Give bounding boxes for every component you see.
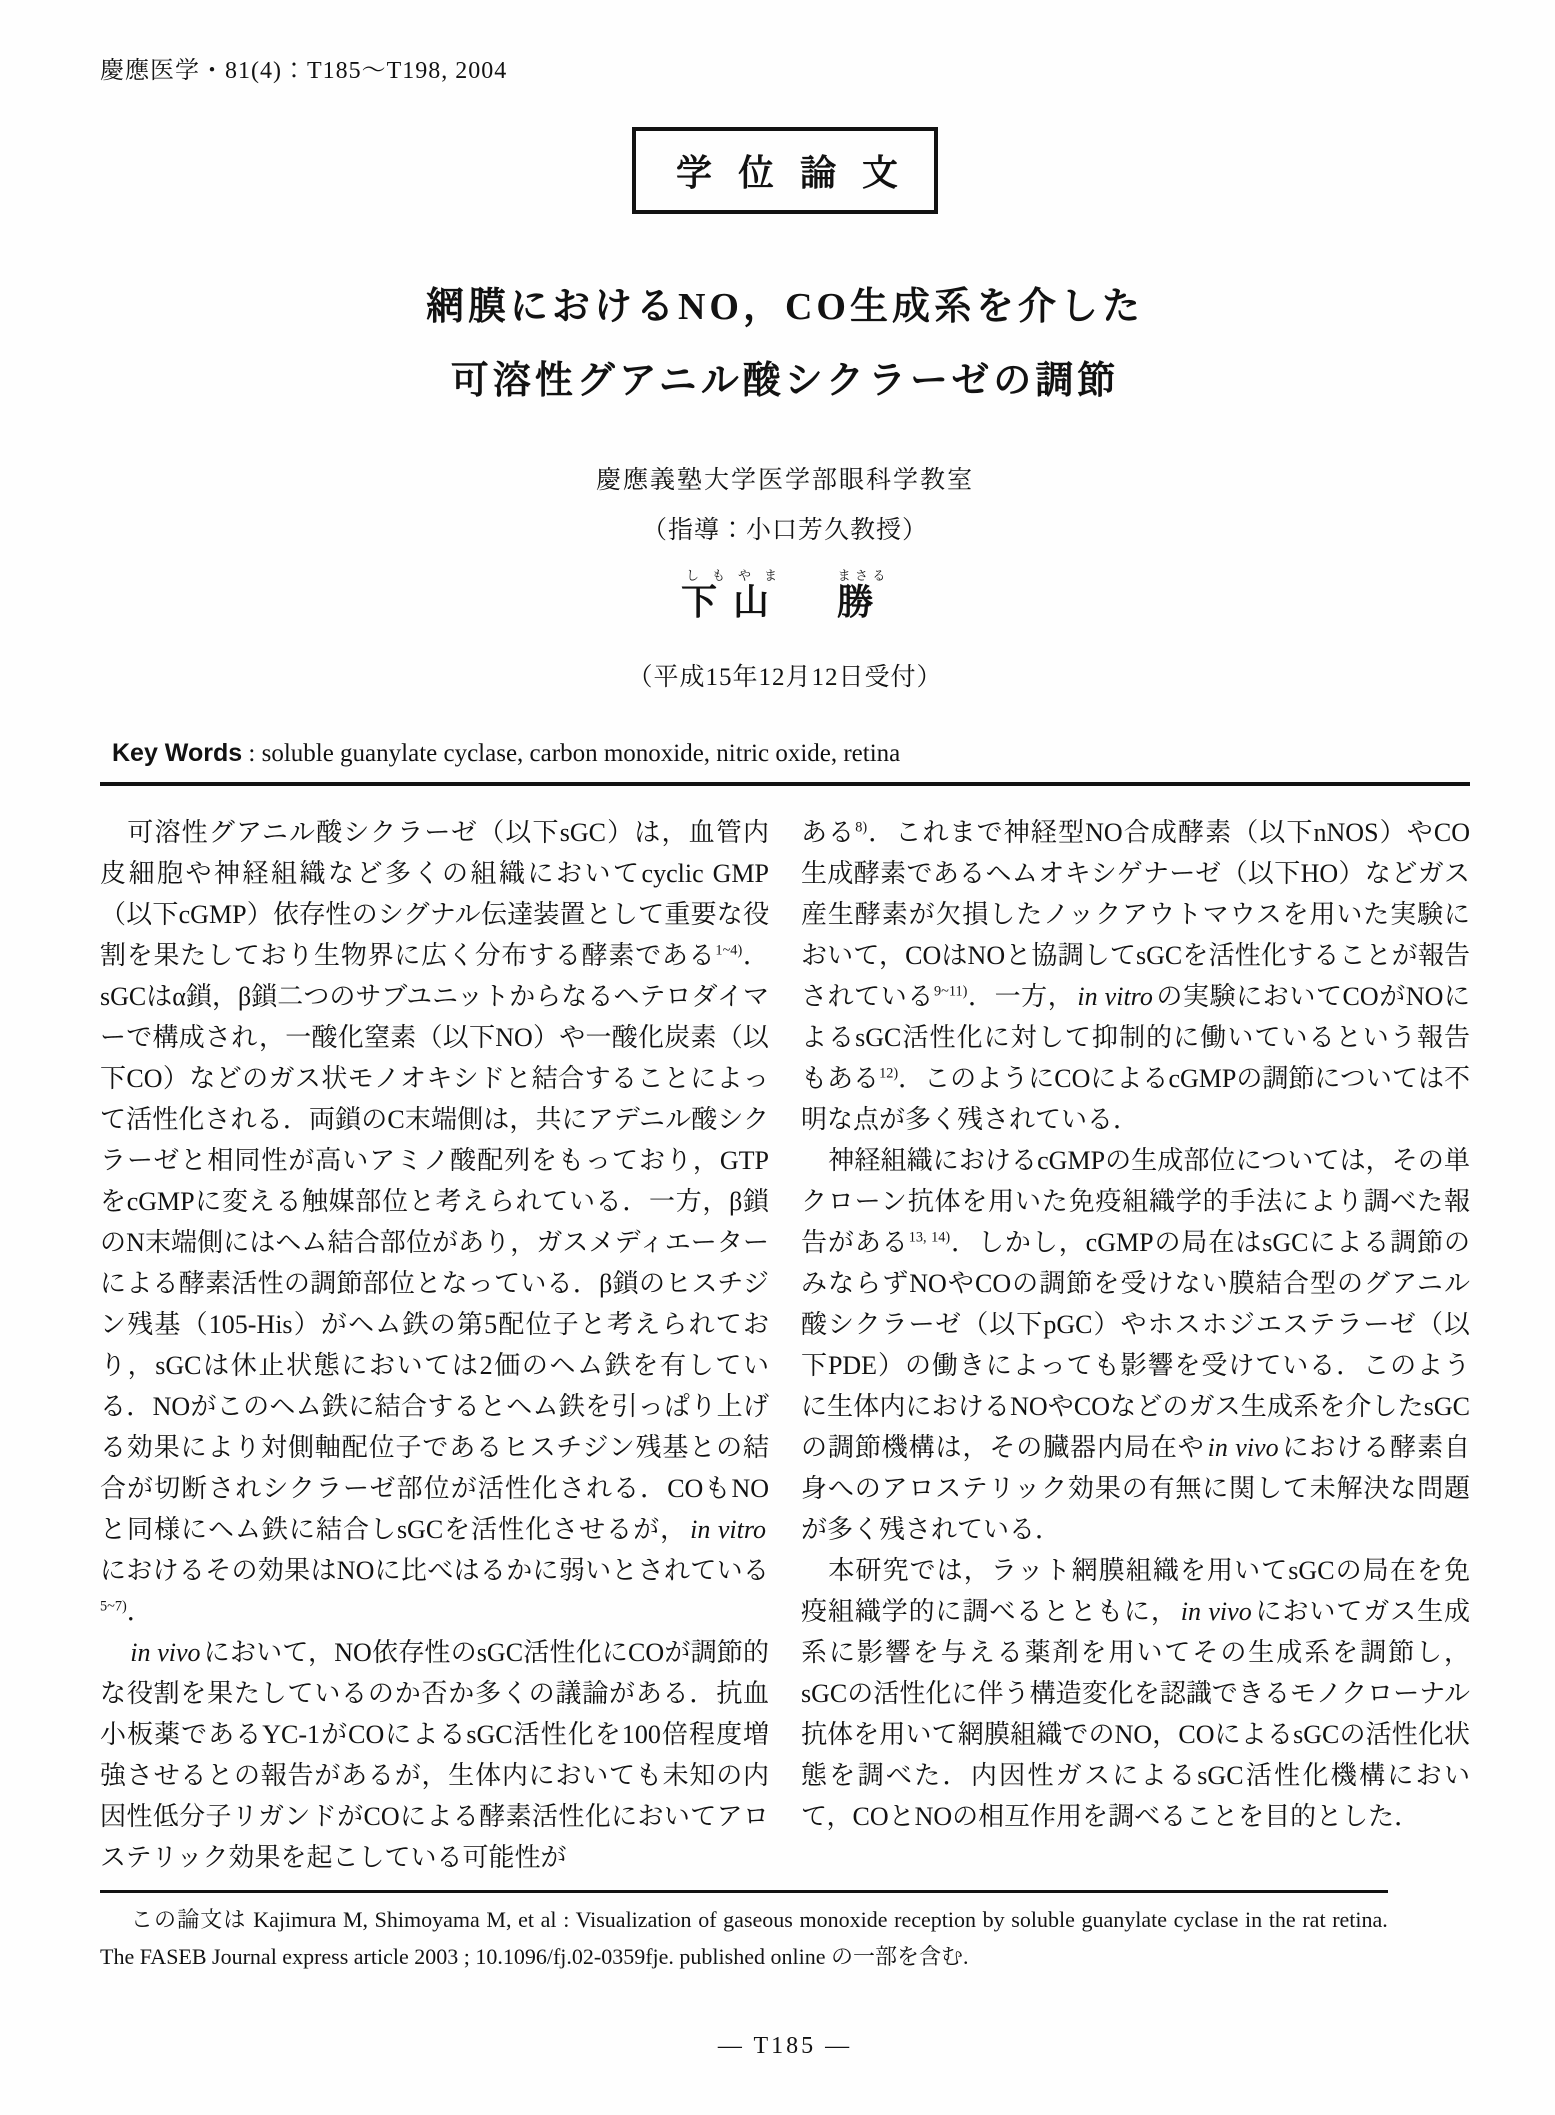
paragraph: 神経組織におけるcGMPの生成部位については，その単クローン抗体を用いた免疫組織学的手法により調べた報告がある$^{13, 14)}$．しかし，cGMPの局在はsGCによる調節のみならずNOやCOの調節を受けない膜結合型のグアニル酸シクラーゼ（以下pGC）やホスホジエステラーゼ（以下PDE）の働きによっても影響を受けている．このように生体内におけるNOやCOなどのガス生成系を介したsGCの調節機構は，その臓器内局在や in vivo における酵素自身へのアロステリック効果の有無に関して未解決な問題が多く残されている． (801, 1146, 1470, 1545)
footnote-divider (100, 1890, 1388, 1893)
keywords-text: soluble guanylate cyclase, carbon monoxide, nitric oxide, retina (261, 740, 901, 768)
paper-title-line2: 可溶性グアニル酸シクラーゼの調節 (450, 360, 1120, 402)
body-columns (100, 812, 1470, 1878)
supervisor-note: （指導：小口芳久教授） (641, 517, 928, 544)
body-column-right (801, 812, 1470, 1878)
paper-title (100, 270, 1470, 418)
page-number: — T185 — (717, 2033, 853, 2060)
thesis-type-box: 学位論文 (632, 127, 938, 214)
affiliation: 慶應義塾大学医学部眼科学教室 (595, 467, 974, 494)
keywords-separator: : (242, 740, 262, 768)
keywords-label: Key Words (112, 739, 243, 768)
footnote (100, 1901, 1388, 1975)
author-name: 下しも山やま 勝まさる (680, 568, 890, 622)
journal-reference: 慶應医学・81(4)：T185～T198, 2004 (100, 58, 508, 84)
paragraph: この論文は Kajimura M, Shimoyama M, et al : Visualization of gaseous monoxide reception by soluble guanylate cyclase in the rat retina. The FASEB Journal express article 2003 ; 10.1096/fj.02-0359fje. published online の一部を含む. (100, 1907, 1388, 1970)
thesis-type-box-wrap (100, 127, 1470, 214)
paragraph: ある$^{8)}$．これまで神経型NO合成酵素（以下nNOS）やCO生成酵素であるヘムオキシゲナーゼ（以下HO）などガス産生酵素が欠損したノックアウトマウスを用いた実験において，COはNOと協調してsGCを活性化することが報告されている$^{9\sim 11)}$．一方， in vitro の実験においてCOがNOによるsGC活性化に対して抑制的に働いているという報告もある$^{12)}$．このようにCOによるcGMPの調節については不明な点が多く残されている． (801, 818, 1470, 1135)
paper-title-line1: 網膜におけるNO，CO生成系を介した (425, 286, 1144, 328)
paragraph: 本研究では，ラット網膜組織を用いてsGCの局在を免疫組織学的に調べるとともに， in vivo においてガス生成系に影響を与える薬剤を用いてその生成系を調節し，sGCの活性化に伴う構造変化を認識できるモノクローナル抗体を用いて網膜組織でのNO，COによるsGCの活性化状態を調べた．内因性ガスによるsGC活性化機構において，COとNOの相互作用を調べることを目的とした． (801, 1556, 1470, 1832)
body-column-left (100, 812, 769, 1878)
received-date: （平成15年12月12日受付） (627, 664, 943, 692)
keywords-line (100, 739, 1470, 768)
paragraph: 可溶性グアニル酸シクラーゼ（以下sGC）は，血管内皮細胞や神経組織など多くの組織においてcyclic GMP（以下cGMP）依存性のシグナル伝達装置として重要な役割を果たしており生物界に広く分布する酵素である$^{1\sim 4)}$．sGCはα鎖，β鎖二つのサブユニットからなるヘテロダイマーで構成され，一酸化窒素（以下NO）や一酸化炭素（以下CO）などのガス状モノオキシドと結合することによって活性化される．両鎖のC末端側は，共にアデニル酸シクラーゼと相同性が高いアミノ酸配列をもっており，GTPをcGMPに変える触媒部位と考えられている．一方，β鎖のN末端側にはヘム結合部位があり，ガスメディエーターによる酵素活性の調節部位となっている．β鎖のヒスチジン残基（105-His）がヘム鉄の第5配位子と考えられており，sGCは休止状態においては2価のヘム鉄を有している．NOがこのヘム鉄に結合するとヘム鉄を引っぱり上げる効果により対側軸配位子であるヒスチジン残基との結合が切断されシクラーゼ部位が活性化される．COもNOと同様にヘム鉄に結合しsGCを活性化させるが， in vitroにおけるその効果はNOに比べはるかに弱いとされている$^{5\sim 7)}$． (100, 818, 769, 1627)
keywords-divider (100, 782, 1470, 786)
paragraph: in vivo において，NO依存性のsGC活性化にCOが調節的な役割を果たしているのか否か多くの議論がある．抗血小板薬であるYC-1がCOによるsGC活性化を100倍程度増強させるとの報告があるが，生体内においても未知の内因性低分子リガンドがCOによる酵素活性化においてアロステリック効果を起こしている可能性が (100, 1638, 769, 1873)
